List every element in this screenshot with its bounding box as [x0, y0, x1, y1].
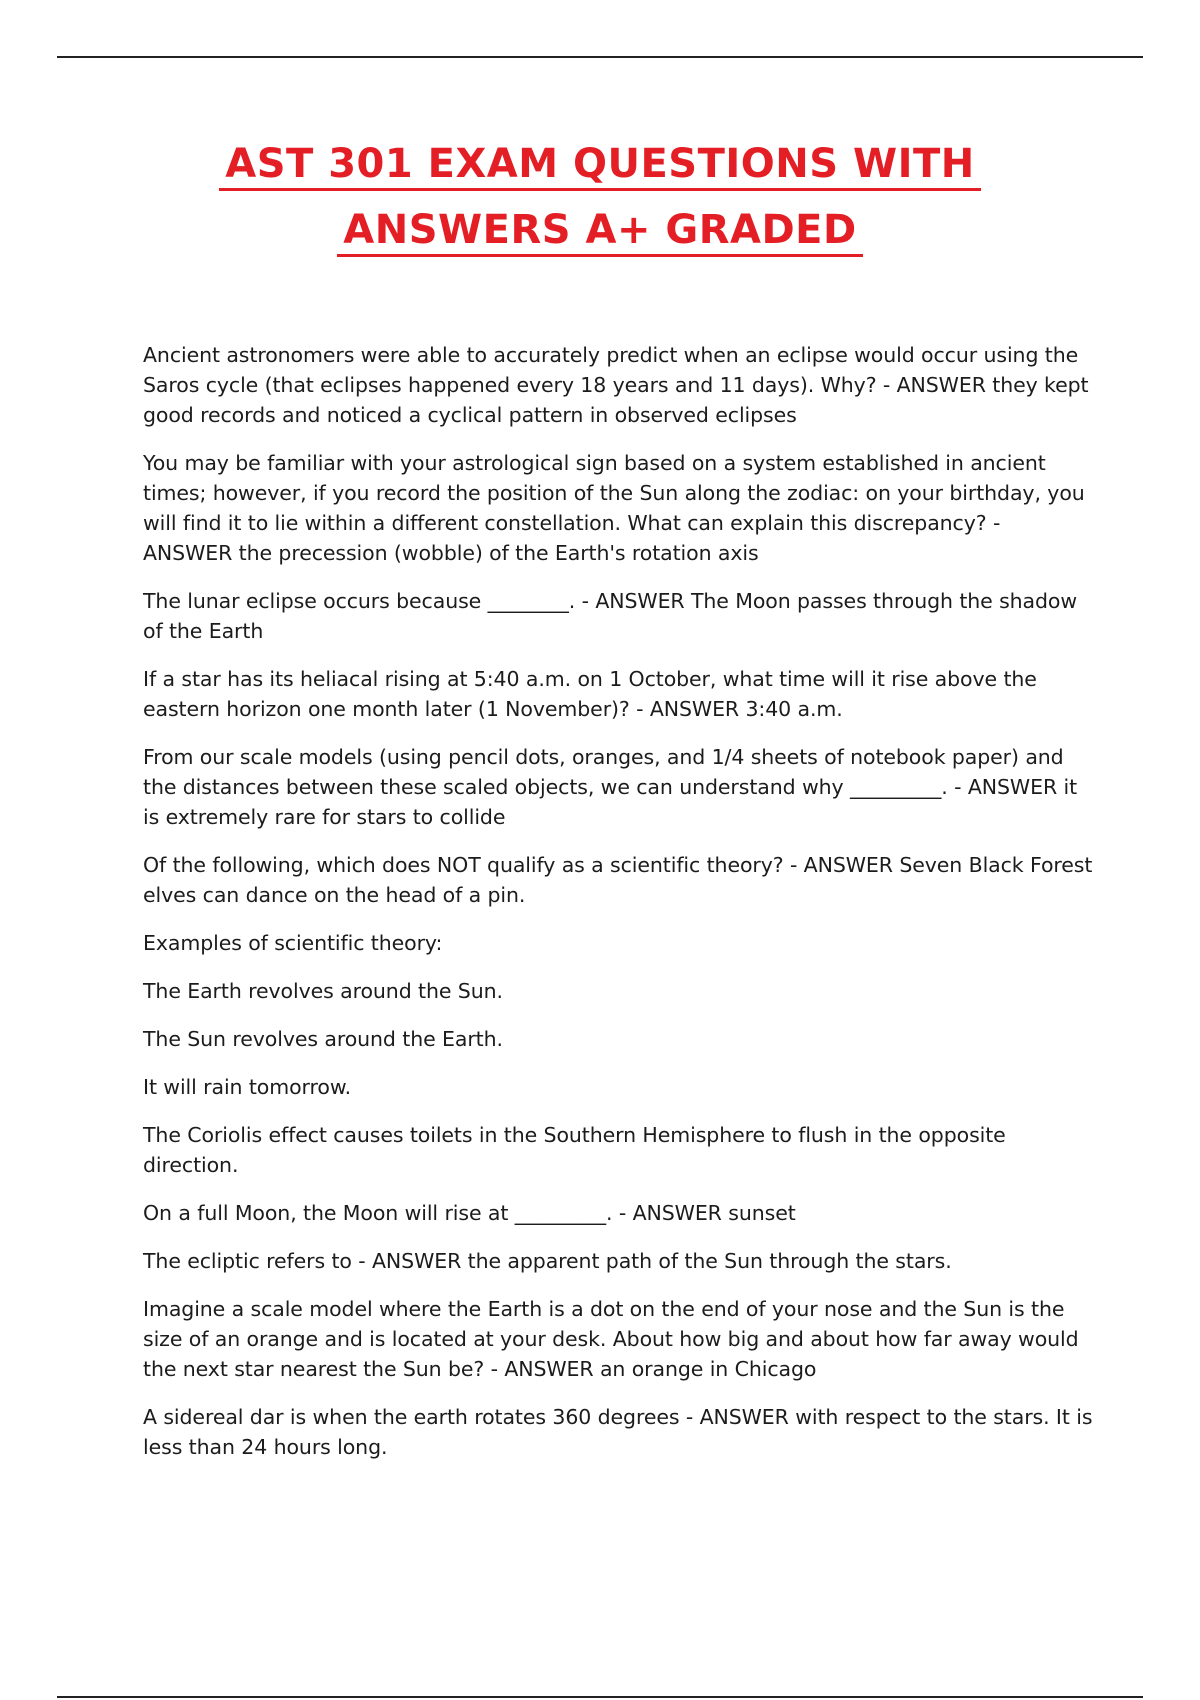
example-coriolis: The Coriolis effect causes toilets in the Southern Hemisphere to flush in the opposite direction. [143, 1123, 1006, 1177]
example-rain-tomorrow: It will rain tomorrow. [143, 1075, 352, 1099]
title-line-1: AST 301 EXAM QUESTIONS WITH [219, 140, 981, 191]
examples-heading: Examples of scientific theory: [143, 931, 443, 955]
example-earth-revolves: The Earth revolves around the Sun. [143, 979, 503, 1003]
question-scale-models: From our scale models (using pencil dots, oranges, and 1/4 sheets of notebook paper) and the distances between these scaled objects, we can understand why _________. - ANSWER it is extremely rare for stars to collide [143, 745, 1078, 829]
document-body [143, 340, 1093, 1480]
question-saros-cycle: Ancient astronomers were able to accurately predict when an eclipse would occur using the Saros cycle (that eclipses happened every 18 years and 11 days). Why? - ANSWER they kept good records and noticed a cyclical pattern in observed eclipses [143, 343, 1089, 427]
question-heliacal-rising: If a star has its heliacal rising at 5:40 a.m. on 1 October, what time will it rise above the eastern horizon one month later (1 November)? - ANSWER 3:40 a.m. [143, 667, 1037, 721]
question-scientific-theory: Of the following, which does NOT qualify as a scientific theory? - ANSWER Seven Black Forest elves can dance on the head of a pin. [143, 853, 1093, 907]
top-divider [57, 56, 1143, 58]
document-title [0, 140, 1200, 272]
example-sun-revolves: The Sun revolves around the Earth. [143, 1027, 503, 1051]
question-sidereal-day: A sidereal dar is when the earth rotates 360 degrees - ANSWER with respect to the stars. It is less than 24 hours long. [143, 1405, 1093, 1459]
question-scale-model-nose: Imagine a scale model where the Earth is a dot on the end of your nose and the Sun is the size of an orange and is located at your desk. About how big and about how far away would the next star nearest the Sun be? - ANSWER an orange in Chicago [143, 1297, 1079, 1381]
bottom-divider [57, 1696, 1143, 1698]
question-lunar-eclipse: The lunar eclipse occurs because ________. - ANSWER The Moon passes through the shadow of the Earth [143, 589, 1078, 643]
question-ecliptic: The ecliptic refers to - ANSWER the apparent path of the Sun through the stars. [143, 1249, 952, 1273]
question-astrological-sign: You may be familiar with your astrological sign based on a system established in ancient times; however, if you record the position of the Sun along the zodiac: on your birthday, you will find it to lie within a different constellation. What can explain this discrepancy? - ANSWER the precession (wobble) of the Earth's rotation axis [143, 451, 1085, 565]
question-full-moon: On a full Moon, the Moon will rise at _________. - ANSWER sunset [143, 1201, 796, 1225]
title-line-2: ANSWERS A+ GRADED [337, 206, 862, 257]
